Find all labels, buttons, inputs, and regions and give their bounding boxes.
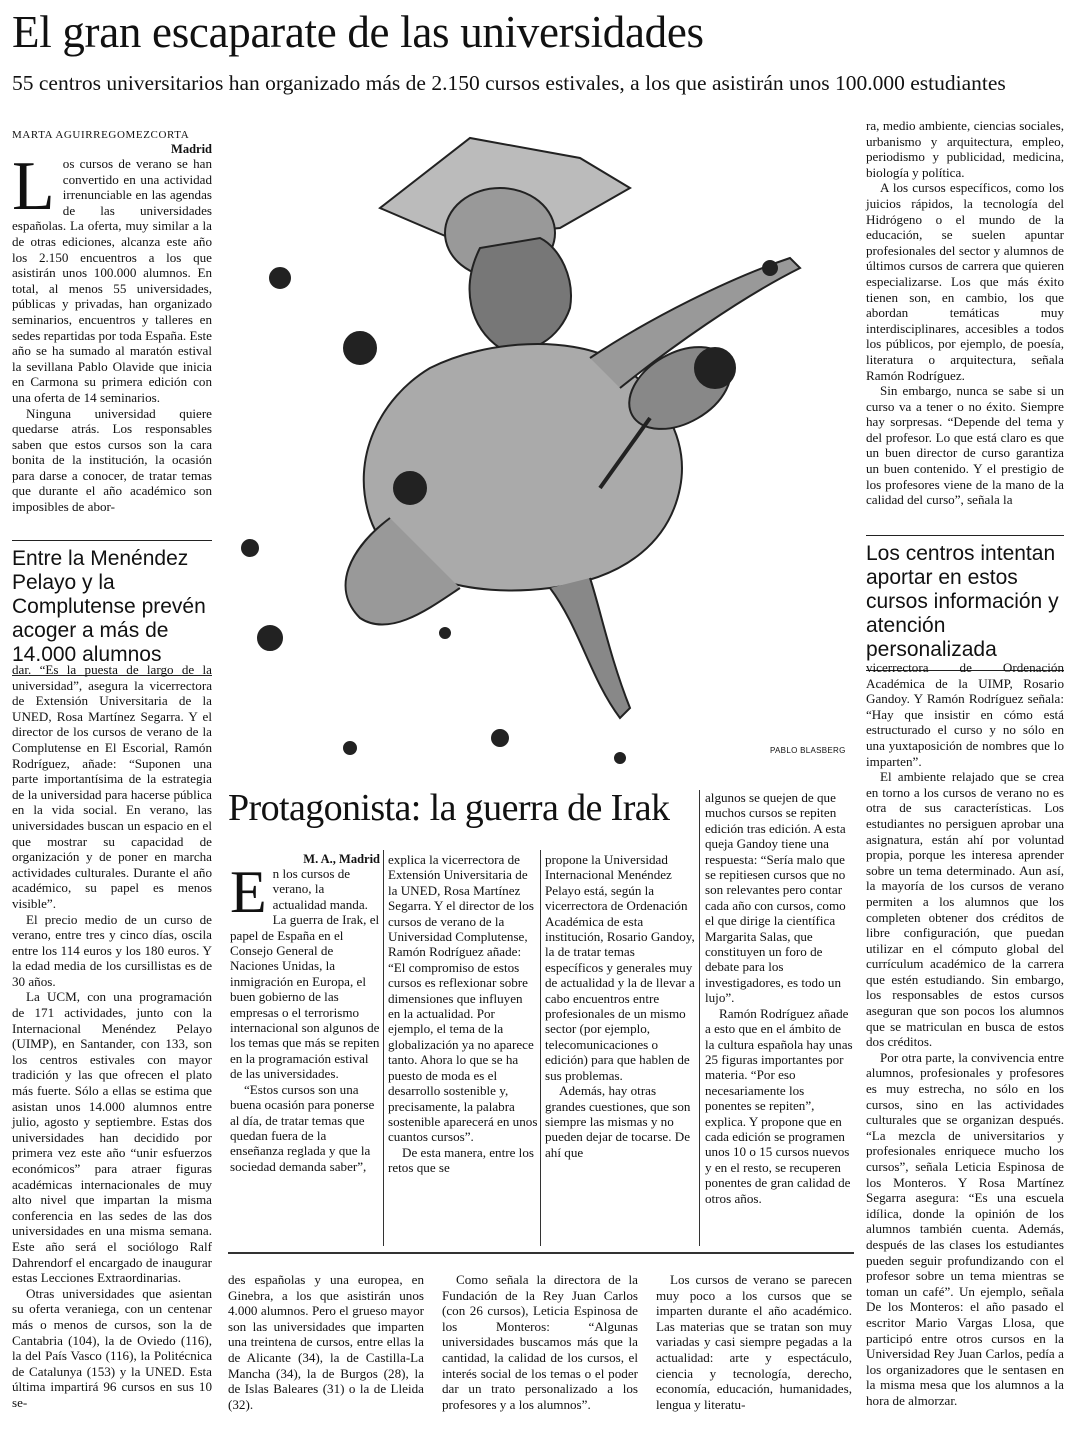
byline-city: Madrid — [171, 142, 212, 156]
paragraph: Ramón Rodríguez añade a esto que en el ámbito de la cultura española hay unas 25 figuras importantes por materia. “Por eso necesariamente los ponentes se repiten”, explica. Y propone que en cada edición se programen unos 10 o 15 cursos nuevos y en el resto, se recuperen ponentes de gran calidad de otros años. — [705, 1005, 853, 1206]
paragraph: algunos se quejen de que muchos cursos se repiten edición tras edición. A esta queja Gandoy tiene una respuesta: “Sería malo que se repitiesen cursos que no son relevantes pero contar cada año con cursos, como el que dirige la científica Margarita Salas, que constituyen un foro de debate para los investigadores, es todo un lujo”. — [705, 790, 846, 1006]
paragraph: vicerrectora de Ordenación Académica de la UIMP, Rosario Gandoy. Y Ramón Rodríguez señala: “Hay que insistir en cómo está estructurado el curso y no sólo en una yuxtaposición de nombres que lo imparten”. — [866, 660, 1064, 769]
subheadline: 55 centros universitarios han organizado más de 2.150 cursos estivales, a los que asistirán unos 100.000 estudiantes — [12, 71, 1006, 95]
section-heading: Protagonista: la guerra de Irak — [228, 787, 670, 829]
paragraph: Otras universidades que asientan su oferta veraniega, con un centenar más o menos de cursos, son la de Cantabria (104), la de Oviedo (116), la del País Vasco (116), la Politécnica de Catalunya (153) y la UNED. Esta última impartirá 96 cursos en sus 10 se- — [12, 1285, 212, 1410]
drop-cap: E — [230, 859, 267, 925]
column-divider — [540, 850, 541, 1246]
byline-author: MARTA AGUIRREGOMEZCORTA — [12, 129, 190, 141]
paragraph: Los cursos de verano se han convertido en una actividad irrenunciable en las agendas de las universidades españolas. La oferta, muy similar a la de otras ediciones, alcanza este año los 2.150 encuentros a los que asistirán unos 100.000 alumnos. En total, al menos 55 universidades, públicas y privadas, han organizado seminarios, encuentros y talleres en sedes repartidas por toda España. Este año se ha sumado al maratón estival la sevillana Pablo Olavide que inicia en Carmona su primera edición con una oferta de 14 seminarios. — [12, 148, 212, 405]
sketch-figure-image — [230, 118, 850, 768]
paragraph: De esta manera, entre los retos que se — [388, 1144, 534, 1176]
box-column-2 — [388, 852, 538, 1176]
paragraph: La UCM, con una programación de 171 actividades, junto con la Internacional Menéndez Pelayo (UIMP), en Santander, con 133, son los centros estivales con mayor tradición y las que ofrecen el plato más fuerte. Sólo a ellas se estima que asistan unos 14.000 alumnos entre julio, agosto y septiembre. Estas dos universidades han decidido por primera vez este año “unir esfuerzos económicos” para atraer figuras académicas internacionales de muy alto nivel que impartan la misma conferencia en las sedes de las dos universidades en una misma semana. Este año será el sociólogo Ralf Dahrendorf el encargado de inaugurar estas Lecciones Extraordinarias. — [12, 989, 212, 1286]
paragraph: propone la Universidad Internacional Menéndez Pelayo está, según la vicerrectora de Ordenación Académica de esta institución, Rosario Gandoy, la de tratar temas específicos y generales muy de actualidad y la de llevar a cabo encuentros entre profesionales de un mismo sector (por ejemplo, telecomunicaciones o edición) para que hablen de sus problemas. — [545, 852, 695, 1083]
column-divider — [383, 850, 384, 1246]
paragraph: ra, medio ambiente, ciencias sociales, urbanismo y arquitectura, empleo, periodismo y publicidad, medicina, biología y política. — [866, 118, 1064, 180]
paragraph: “Estos cursos son una buena ocasión para ponerse al día, de tratar temas que quedan fuera de la enseñanza reglada y que la sociedad demanda saber”, — [230, 1081, 375, 1174]
box-byline: M. A., Madrid — [303, 852, 380, 866]
bottom-column-1 — [228, 1272, 424, 1412]
bottom-column-2 — [442, 1272, 638, 1412]
paragraph: El ambiente relajado que se crea en torno a los cursos de verano no es otra de sus características. Los estudiantes no persiguen aprobar una asignatura, están ahí por voluntad propia, porque les interesa aprender sobre un tema determinado. Aun así, la mayoría de los cursos de verano permiten a los alumnos que los completen obtener dos créditos de libre configuración, que puedan utilizar en el cómputo global del currículum académico de la carrera que estén estudiando. Sin embargo, los responsables de estos cursos aseguran que son pocos los alumnos que se matriculan en busca de estos dos créditos. — [866, 769, 1064, 1050]
column-left-bottom — [12, 662, 212, 1411]
paragraph: Como señala la directora de la Fundación de la Rey Juan Carlos (con 26 cursos), Leticia Espinosa de los Monteros: “Algunas universidades buscamos más que la cantidad, la calidad de los cursos, el interés social de los temas o el poder dar un trato personalizado a los profesores y a los alumnos”. — [442, 1272, 638, 1412]
column-right-top — [866, 118, 1064, 508]
box-bottom-rule — [228, 1252, 854, 1254]
drop-cap: L — [12, 148, 55, 225]
paragraph: Sin embargo, nunca se sabe si un curso va a tener o no éxito. Siempre hay sorpresas. “Depende del tema y del profesor. Lo que está claro es que un buen director de curso garantiza un buen contenido. Y el prestigio de los profesores viene de la mano de la calidad del curso”, señala la — [866, 383, 1064, 508]
pull-quote-left: Entre la Menéndez Pelayo y la Complutense prevén acoger a más de 14.000 alumnos — [12, 540, 212, 676]
box-column-3 — [545, 852, 695, 1160]
photo-credit: PABLO BLASBERG — [770, 746, 846, 755]
paragraph: dar. “Es la puesta de largo de la universidad”, asegura la vicerrectora de Extensión Universitaria de la UNED, Rosa Martínez Segarra. Y el director de los cursos de verano de la Complutense en El Escorial, Ramón Rodríguez, añade: “Suponen una parte importantísima de la estrategia de la universidad para hacerse pública en la vida social. En verano, las universidades buscan un espacio en el que mostrar su capacidad de organización y de poner en marcha actividades culturales. Durante el año académico, su papel es menos visible”. — [12, 662, 212, 911]
paragraph: des españolas y una europea, en Ginebra, a los que asistirán unos 4.000 alumnos. Pero el grueso mayor son las universidades que imparten una treintena de cursos, entre ellas la de Alicante (34), la de Castilla-La Mancha (34), la de Burgos (28), la de Islas Baleares (31) o la de Lleida (32). — [228, 1272, 424, 1412]
illustration — [230, 118, 850, 768]
paragraph: A los cursos específicos, como los juicios rápidos, la tecnología del Hidrógeno o el mundo de la educación, se suelen apuntar profesionales del sector y alumnos de últimos cursos de carrera que quieren especializarse. Los que más éxito tienen son, en cambio, los que abordan temáticas muy interdisciplinares, accesibles a todos los públicos, por ejemplo, de poesía, literatura o arquitectura, señala Ramón Rodríguez. — [866, 180, 1064, 383]
box-column-4 — [705, 790, 853, 1206]
paragraph: Por otra parte, la convivencia entre alumnos, profesionales y profesores es muy estrecha, no sólo en los cursos, sino en las actividades culturales que se organizan después. “La mezcla de universitarios y profesionales enriquece mucho los cursos”, señala Leticia Espinosa de los Monteros. Y Rosa Martínez Segarra asegura: “Es una escuela idílica, donde la opinión de los alumnos también cuenta. Además, después de las clases los estudiantes pueden seguir profundizando con el profesor sobre un tema mientras se toman un café”. Un ejemplo, señala De los Monteros: el año pasado el escritor Mario Vargas Llosa, que participó entre otros cursos en la Universidad Rey Juan Carlos, pedía a los organizadores que le sentasen en la misma mesa que los alumnos a la hora de almorzar. — [866, 1049, 1064, 1408]
paragraph: El precio medio de un curso de verano, entre tres y cinco días, oscila entre los 114 euros y los 180 euros. Y la edad media de los cursillistas es de 30 años. — [12, 911, 212, 989]
bottom-column-3 — [656, 1272, 852, 1412]
paragraph: explica la vicerrectora de Extensión Universitaria de la UNED, Rosa Martínez Segarra. Y el director de los cursos de verano de la Universidad Complutense, Ramón Rodríguez añade: “El compromiso de estos cursos es reflexionar sobre dimensiones que influyen en la actualidad. Por ejemplo, el tema de la globalización ya no aparece tanto. Ahora lo que se ha puesto de moda es el desarrollo sostenible y, precisamente, la palabra sostenible aparecerá en unos cuantos cursos”. — [388, 852, 538, 1145]
column-right-bottom — [866, 660, 1064, 1409]
paragraph: Además, hay otras grandes cuestiones, que son siempre las mismas y no pueden dejar de tocarse. De ahí que — [545, 1083, 691, 1160]
paragraph: En los cursos de verano, la actualidad manda. La guerra de Irak, el papel de España en el Consejo General de Naciones Unidas, la inmigración en Europa, el buen gobierno de las empresas o el terrorismo internacional son algunos de los temas que más se repiten en la programación estival de las universidades. — [230, 859, 380, 1082]
headline: El gran escaparate de las universidades — [12, 7, 704, 57]
column-divider — [699, 790, 700, 1246]
pull-quote-right: Los centros intentan aportar en estos cursos información y atención personalizada — [866, 535, 1064, 671]
box-column-1 — [230, 852, 380, 1174]
paragraph: Los cursos de verano se parecen muy poco a los cursos que se imparten durante el año académico. Las materias que se tratan son muy variadas y casi siempre pegadas a la actualidad: arte y espectáculo, ciencia y tecnología, derecho, economía, educación, humanidades, lengua y literatu- — [656, 1272, 852, 1412]
paragraph: Ninguna universidad quiere quedarse atrás. Los responsables saben que estos cursos son la cara bonita de la institución, la ocasión para darse a conocer, de tratar temas que durante el año académico son imposibles de abor- — [12, 405, 212, 515]
column-left-top — [12, 128, 212, 515]
